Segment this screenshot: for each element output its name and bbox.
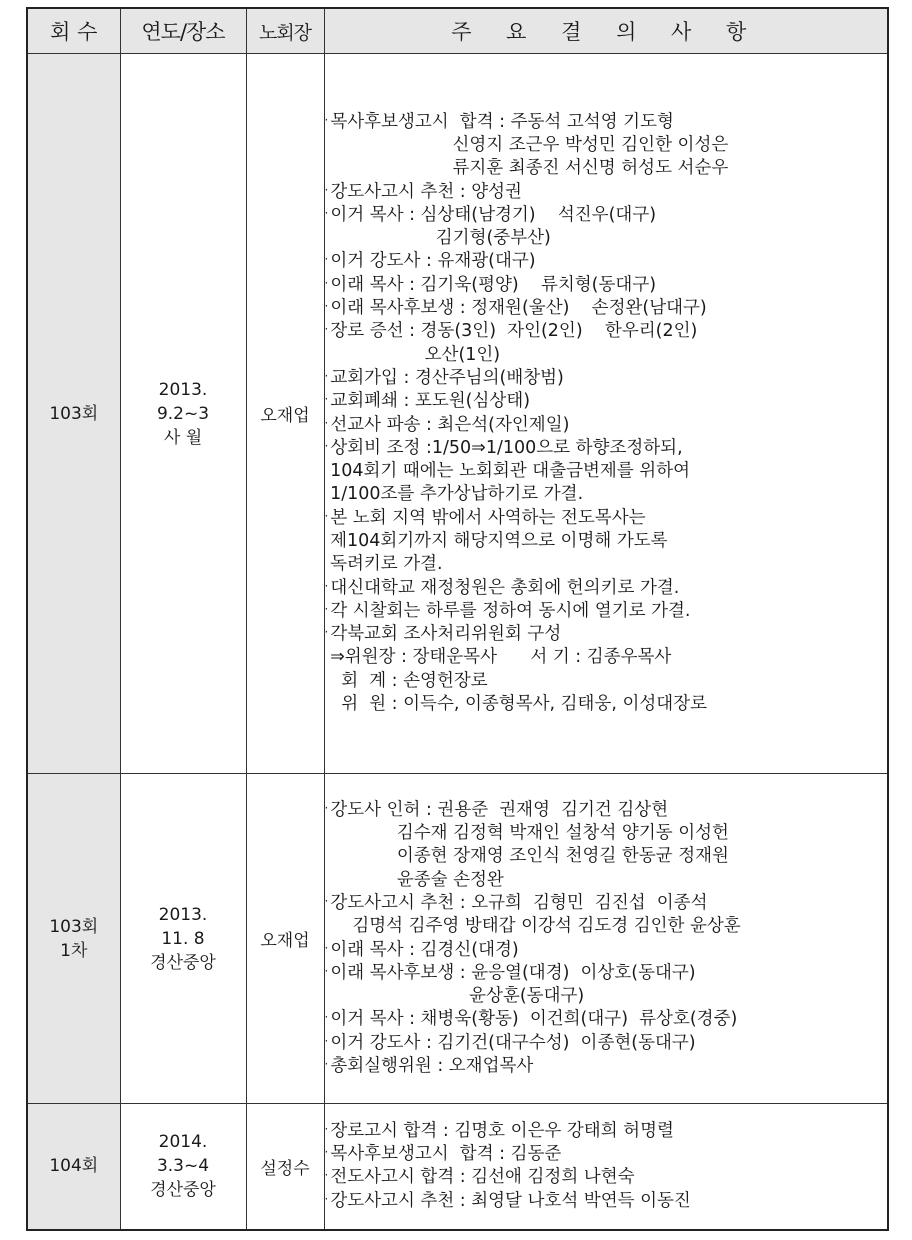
resolution-text: 이래 목사 : 김경신(대경) xyxy=(330,939,519,960)
table-row xyxy=(27,774,888,1104)
resolution-text: 강도사고시 추천 : 오규희 김형민 김진섭 이종석 xyxy=(330,892,708,913)
bullet-icon: · xyxy=(324,625,329,640)
bullet-icon: · xyxy=(324,275,329,290)
resolution-text: 윤상훈(동대구) xyxy=(324,986,585,1007)
year-place-line: 경산중앙 xyxy=(150,952,216,973)
resolution-item xyxy=(325,1055,888,1078)
resolution-continuation xyxy=(325,227,888,250)
bullet-icon: · xyxy=(324,205,329,220)
bullet-icon: · xyxy=(324,299,329,314)
year-place-line: 2013. xyxy=(158,904,208,925)
resolution-text: ⇒위원장 : 장태운목사 서 기 : 김종우목사 xyxy=(324,647,672,668)
year-place-line: 2013. xyxy=(158,379,208,400)
resolution-text: 장로고시 합격 : 김명호 이은우 강태희 허명렬 xyxy=(330,1120,674,1141)
resolution-text: 목사후보생고시 합격 : 주동석 고석영 기도형 xyxy=(330,111,674,132)
resolutions-cell xyxy=(324,54,888,774)
header-presider: 노회장 xyxy=(246,8,324,54)
resolution-item xyxy=(325,507,888,530)
resolution-continuation xyxy=(325,483,888,506)
bullet-icon: · xyxy=(324,1121,329,1136)
resolution-text: 목사후보생고시 합격 : 김동준 xyxy=(330,1143,562,1164)
resolution-continuation xyxy=(325,985,888,1008)
resolution-item xyxy=(325,1166,888,1189)
bullet-icon: · xyxy=(324,1056,329,1071)
resolution-text: 이래 목사 : 김기욱(평양) 류치형(동대구) xyxy=(330,274,657,295)
resolution-text: 독려키로 가결. xyxy=(324,554,443,575)
presbytery-minutes-table xyxy=(26,7,889,1231)
bullet-icon: · xyxy=(324,438,329,453)
year-place-cell xyxy=(120,1104,246,1230)
bullet-icon: · xyxy=(324,601,329,616)
session-label: 1차 xyxy=(60,940,88,961)
resolution-continuation xyxy=(325,915,888,938)
resolution-item xyxy=(325,367,888,390)
bullet-icon: · xyxy=(324,940,329,955)
session-cell xyxy=(27,54,120,774)
resolution-item xyxy=(325,1143,888,1166)
resolution-item xyxy=(325,577,888,600)
resolution-item xyxy=(325,799,888,822)
resolution-item xyxy=(325,1032,888,1055)
resolution-text: 상회비 조정 :1/50⇒1/100으로 하향조정하되, xyxy=(330,437,683,458)
resolution-text: 강도사고시 추천 : 양성권 xyxy=(330,181,522,202)
year-place-line: 2014. xyxy=(158,1132,208,1153)
resolution-text: 이거 강도사 : 유재광(대구) xyxy=(330,251,536,272)
resolution-text: 각북교회 조사처리위원회 구성 xyxy=(330,624,562,645)
resolution-text: 신영지 조근우 박성민 김인한 이성은 xyxy=(324,134,729,155)
presider-cell: 오재업 xyxy=(246,774,324,1104)
resolution-item xyxy=(325,623,888,646)
resolution-text: 선교사 파송 : 최은석(자인제일) xyxy=(330,414,570,435)
resolution-text: 김수재 김정혁 박재인 설창석 양기동 이성헌 xyxy=(324,823,729,844)
bullet-icon: · xyxy=(324,578,329,593)
resolution-text: 총회실행위원 : 오재업목사 xyxy=(330,1055,534,1076)
resolution-text: 제104회기까지 해당지역으로 이명해 가도록 xyxy=(324,530,668,551)
resolution-item xyxy=(325,111,888,134)
year-place-line: 사 월 xyxy=(163,427,203,448)
session-label: 103회 xyxy=(49,403,99,424)
resolution-text: 이종현 장재영 조인식 천영길 한동균 정재원 xyxy=(324,846,729,867)
bullet-icon: · xyxy=(324,322,329,337)
session-cell xyxy=(27,774,120,1104)
resolution-continuation xyxy=(325,869,888,892)
resolutions-cell xyxy=(324,774,888,1104)
resolution-text: 전도사고시 합격 : 김선애 김정희 나현숙 xyxy=(330,1167,635,1188)
resolution-text: 이거 목사 : 채병욱(황동) 이건희(대구) 류상호(경중) xyxy=(330,1009,738,1030)
resolution-text: 교회폐쇄 : 포도원(심상태) xyxy=(330,391,531,412)
session-label: 103회 xyxy=(49,916,99,937)
header-session: 회 수 xyxy=(27,8,120,54)
session-label: 104회 xyxy=(49,1156,99,1177)
resolution-text: 이래 목사후보생 : 윤응열(대경) 이상호(동대구) xyxy=(330,962,696,983)
resolution-continuation xyxy=(325,460,888,483)
resolution-text: 강도사고시 추천 : 최영달 나호석 박연득 이동진 xyxy=(330,1190,691,1211)
header-resolutions: 주 요 결 의 사 항 xyxy=(324,8,888,54)
resolution-item xyxy=(325,181,888,204)
presider-cell: 설정수 xyxy=(246,1104,324,1230)
bullet-icon: · xyxy=(324,1144,329,1159)
resolution-item xyxy=(325,320,888,343)
resolution-continuation xyxy=(325,344,888,367)
table-header xyxy=(27,8,888,54)
resolution-continuation xyxy=(325,530,888,553)
year-place-line: 경산중앙 xyxy=(150,1180,216,1201)
resolutions-cell xyxy=(324,1104,888,1230)
resolution-item xyxy=(325,414,888,437)
resolution-text: 류지훈 최종진 서신명 허성도 서순우 xyxy=(324,158,729,179)
resolution-text: 이거 강도사 : 김기건(대구수성) 이종현(동대구) xyxy=(330,1032,696,1053)
resolution-item xyxy=(325,962,888,985)
resolution-text: 대신대학교 재정청원은 총회에 헌의키로 가결. xyxy=(330,577,680,598)
bullet-icon: · xyxy=(324,1033,329,1048)
resolution-text: 교회가입 : 경산주님의(배창범) xyxy=(330,367,564,388)
resolution-item xyxy=(325,939,888,962)
year-place-line: 3.3~4 xyxy=(156,1156,210,1177)
resolution-text: 본 노회 지역 밖에서 사역하는 전도목사는 xyxy=(330,507,646,528)
bullet-icon: · xyxy=(324,893,329,908)
bullet-icon: · xyxy=(324,800,329,815)
bullet-icon: · xyxy=(324,963,329,978)
resolution-text: 장로 증선 : 경동(3인) 자인(2인) 한우리(2인) xyxy=(330,321,698,342)
bullet-icon: · xyxy=(324,1191,329,1206)
resolution-item xyxy=(325,204,888,227)
resolution-text: 회 계 : 손영헌장로 xyxy=(324,670,488,691)
resolution-text: 이래 목사후보생 : 정재원(울산) 손정완(남대구) xyxy=(330,298,707,319)
bullet-icon: · xyxy=(324,182,329,197)
resolution-continuation xyxy=(325,646,888,669)
resolution-text: 104회기 때에는 노회회관 대출금변제를 위하여 xyxy=(324,461,691,482)
year-place-cell xyxy=(120,774,246,1104)
resolution-item xyxy=(325,437,888,460)
session-cell xyxy=(27,1104,120,1230)
resolution-continuation xyxy=(325,822,888,845)
resolution-item xyxy=(325,892,888,915)
resolution-text: 김기형(중부산) xyxy=(324,228,551,249)
bullet-icon: · xyxy=(324,392,329,407)
table-row xyxy=(27,54,888,774)
resolution-continuation xyxy=(325,670,888,693)
resolution-item xyxy=(325,390,888,413)
year-place-line: 9.2~3 xyxy=(156,403,210,424)
resolution-item xyxy=(325,250,888,273)
resolution-text: 이거 목사 : 심상태(남경기) 석진우(대구) xyxy=(330,204,657,225)
bullet-icon: · xyxy=(324,1168,329,1183)
header-year-place: 연도/장소 xyxy=(120,8,246,54)
year-place-line: 11. 8 xyxy=(161,928,205,949)
bullet-icon: · xyxy=(324,112,329,127)
resolution-item xyxy=(325,1190,888,1213)
resolution-text: 윤종술 손정완 xyxy=(324,869,504,890)
table-body xyxy=(27,54,888,1230)
bullet-icon: · xyxy=(324,252,329,267)
resolution-item xyxy=(325,297,888,320)
resolution-item xyxy=(325,274,888,297)
resolution-text: 위 원 : 이득수, 이종형목사, 김태웅, 이성대장로 xyxy=(324,694,708,715)
resolution-continuation xyxy=(325,134,888,157)
bullet-icon: · xyxy=(324,368,329,383)
table-row xyxy=(27,1104,888,1230)
resolution-text: 강도사 인허 : 권용준 권재영 김기건 김상현 xyxy=(330,799,669,820)
bullet-icon: · xyxy=(324,1010,329,1025)
resolution-continuation xyxy=(325,157,888,180)
resolution-continuation xyxy=(325,845,888,868)
resolution-item xyxy=(325,1120,888,1143)
resolution-text: 오산(1인) xyxy=(324,344,501,365)
bullet-icon: · xyxy=(324,508,329,523)
resolution-continuation xyxy=(325,693,888,716)
presider-cell: 오재업 xyxy=(246,54,324,774)
resolution-item xyxy=(325,1008,888,1031)
bullet-icon: · xyxy=(324,415,329,430)
resolution-text: 각 시찰회는 하루를 정하여 동시에 열기로 가결. xyxy=(330,600,691,621)
resolution-text: 김명석 김주영 방태갑 이강석 김도경 김인한 윤상훈 xyxy=(324,916,741,937)
resolution-text: 1/100조를 추가상납하기로 가결. xyxy=(324,484,584,505)
resolution-continuation xyxy=(325,553,888,576)
resolution-item xyxy=(325,600,888,623)
year-place-cell xyxy=(120,54,246,774)
